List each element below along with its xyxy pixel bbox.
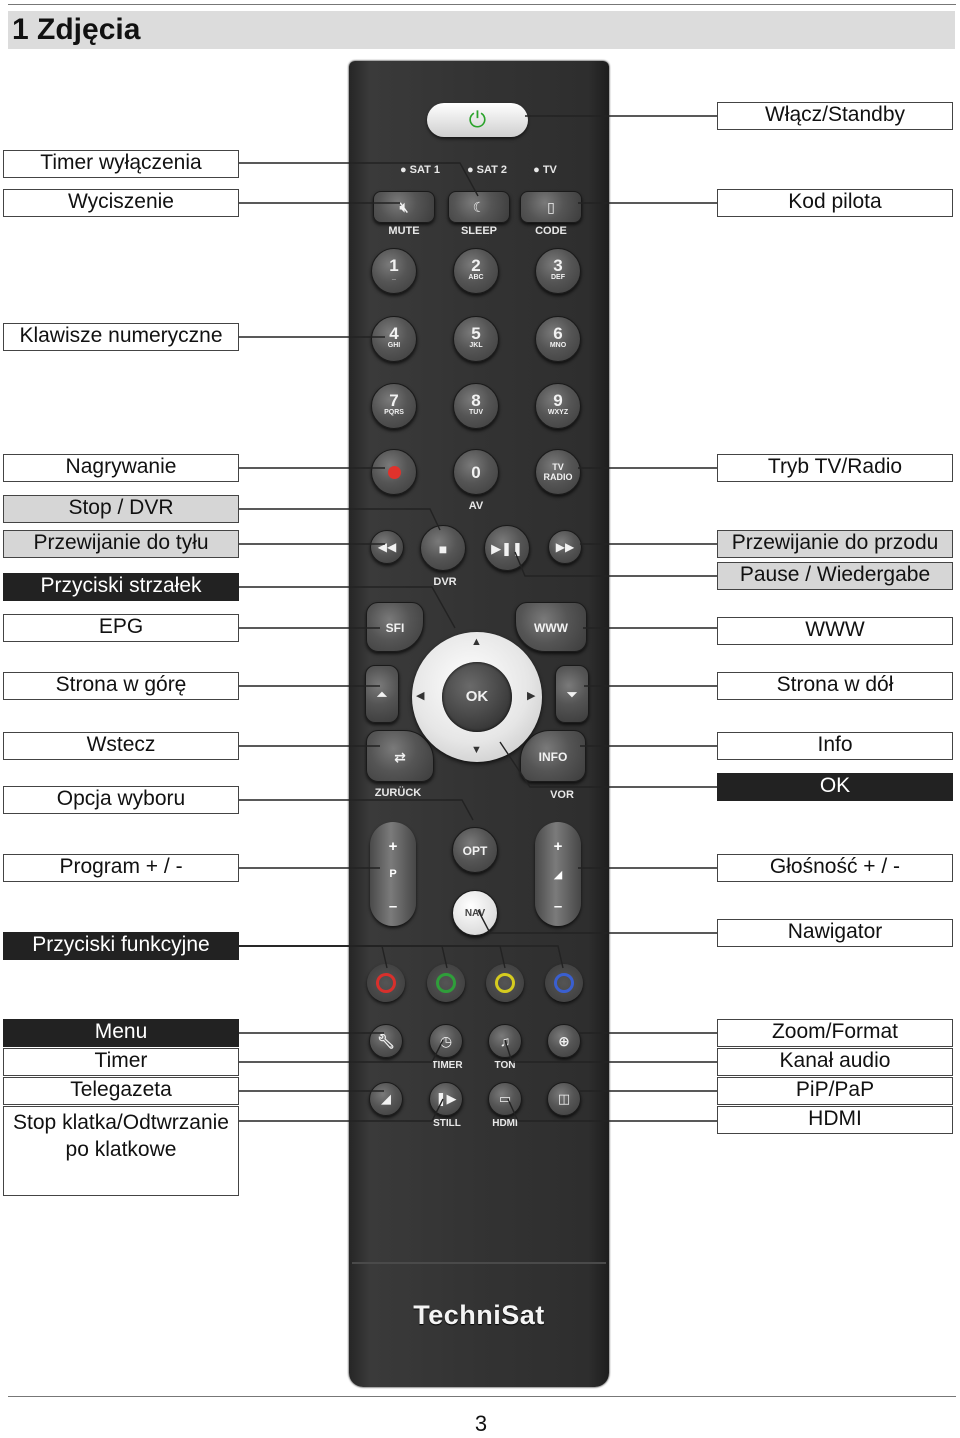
label-option: Opcja wyboru [3, 786, 239, 814]
program-plus: + [388, 838, 398, 855]
label-timer: Timer [3, 1048, 239, 1076]
page-number: 3 [474, 1411, 488, 1436]
fast-forward-icon: ▶▶ [555, 540, 575, 554]
label-fast-forward: Przewijanie do przodu [717, 530, 953, 558]
label-navigator: Nawigator [717, 919, 953, 947]
arrow-left-icon: ◀ [416, 690, 425, 702]
label-record: Nagrywanie [3, 454, 239, 482]
label-page-up: Strona w górę [3, 672, 239, 700]
label-tv-radio: Tryb TV/Radio [717, 454, 953, 482]
section-title: 1 Zdjęcia [12, 13, 141, 46]
wrench-icon: 🔧︎ [377, 1033, 395, 1049]
page-down-icon: ⏷ [566, 687, 578, 702]
page-up-icon: ⏶ [376, 687, 388, 702]
number-key-6: 6 MNO [535, 316, 581, 362]
nav-key: NAV [452, 890, 498, 936]
label-power: Włącz/Standby [717, 102, 953, 130]
arrow-right-icon: ▶ [527, 690, 536, 702]
label-remote-code: Kod pilota [717, 189, 953, 217]
still-key-label: STILL [433, 1118, 461, 1129]
arrow-down-icon: ▼ [471, 744, 482, 756]
still-icon: ❚▶ [435, 1091, 457, 1106]
label-mute: Wyciszenie [3, 189, 239, 217]
code-label: CODE [535, 225, 567, 237]
label-epg: EPG [3, 614, 239, 642]
number-key-4: 4 GHI [371, 316, 417, 362]
ton-key-label: TON [494, 1060, 516, 1071]
number-key-3: 3 DEF [535, 248, 581, 294]
label-teletext: Telegazeta [3, 1077, 239, 1105]
label-rewind: Przewijanie do tyłu [3, 530, 239, 558]
volume-minus: – [553, 898, 563, 915]
back-label: ZURÜCK [374, 787, 422, 799]
label-timer-off: Timer wyłączenia [3, 150, 239, 178]
label-menu: Menu [3, 1019, 239, 1047]
mode-sat2-label: ● SAT 2 [466, 164, 508, 176]
pip-icon: ◫ [557, 1091, 571, 1106]
tv-radio-key: TV RADIO [535, 449, 581, 495]
info-key: INFO [520, 730, 586, 782]
label-info: Info [717, 732, 953, 760]
number-key-5: 5 JKL [453, 316, 499, 362]
program-minus: – [388, 898, 398, 915]
number-key-0: 0 [453, 449, 499, 495]
sleep-label: SLEEP [460, 225, 498, 237]
label-program: Program + / - [3, 854, 239, 882]
stop-icon: ■ [438, 541, 448, 557]
sfi-key: SFI [366, 602, 424, 652]
back-icon: ⇄ [394, 749, 406, 765]
teletext-icon: ◢ [381, 1091, 391, 1106]
label-pip: PiP/PaP [717, 1077, 953, 1105]
magnifier-icon: ⊕ [558, 1033, 570, 1049]
ok-key: OK [442, 662, 512, 732]
number-key-1: 1 _ [371, 248, 417, 294]
label-www: WWW [717, 617, 953, 645]
dvr-label: DVR [433, 576, 457, 588]
program-p-label: P [389, 868, 397, 880]
power-icon: ⏻ [468, 107, 487, 132]
arrow-up-icon: ▲ [471, 636, 482, 648]
sleep-icon: ☾ [472, 199, 486, 215]
label-hdmi: HDMI [717, 1106, 953, 1134]
bottom-rule [8, 1396, 956, 1397]
mode-sat1-label: ● SAT 1 [399, 164, 441, 176]
label-number-keys: Klawisze numeryczne [3, 323, 239, 351]
code-icon: ▯ [547, 199, 555, 215]
hdmi-key-label: HDMI [492, 1118, 518, 1129]
volume-icon: ◢ [553, 869, 563, 881]
play-pause-icon: ▶❚❚ [491, 541, 523, 556]
www-key: WWW [515, 602, 587, 652]
av-label: AV [468, 500, 484, 512]
hdmi-icon: ▭ [498, 1091, 512, 1106]
label-stop-dvr: Stop / DVR [3, 495, 239, 523]
opt-key: OPT [452, 827, 498, 873]
music-note-icon: ♫ [499, 1033, 511, 1049]
mute-icon: 🔇︎ [399, 199, 409, 215]
mode-tv-label: ● TV [533, 164, 557, 176]
brand-logo: TechniSat [413, 1300, 545, 1330]
clock-icon: ◷ [439, 1033, 453, 1049]
mute-label: MUTE [388, 225, 420, 237]
label-volume: Głośność + / - [717, 854, 953, 882]
label-audio: Kanał audio [717, 1048, 953, 1076]
label-arrow-keys: Przyciski strzałek [3, 573, 239, 601]
number-key-2: 2 ABC [453, 248, 499, 294]
label-zoom: Zoom/Format [717, 1019, 953, 1047]
label-page-down: Strona w dół [717, 672, 953, 700]
number-key-9: 9 WXYZ [535, 383, 581, 429]
vor-label: VOR [550, 789, 574, 801]
number-key-7: 7 PQRS [371, 383, 417, 429]
volume-plus: + [553, 838, 563, 855]
label-ok: OK [717, 773, 953, 801]
rewind-icon: ◀◀ [377, 540, 397, 554]
number-key-8: 8 TUV [453, 383, 499, 429]
label-back: Wstecz [3, 732, 239, 760]
label-function-keys: Przyciski funkcyjne [3, 932, 239, 960]
label-pause-play: Pause / Wiedergabe [717, 562, 953, 590]
timer-key-label: TIMER [431, 1060, 463, 1071]
label-still-frame: Stop klatka/Odtwrzanie po klatkowe [3, 1106, 239, 1196]
